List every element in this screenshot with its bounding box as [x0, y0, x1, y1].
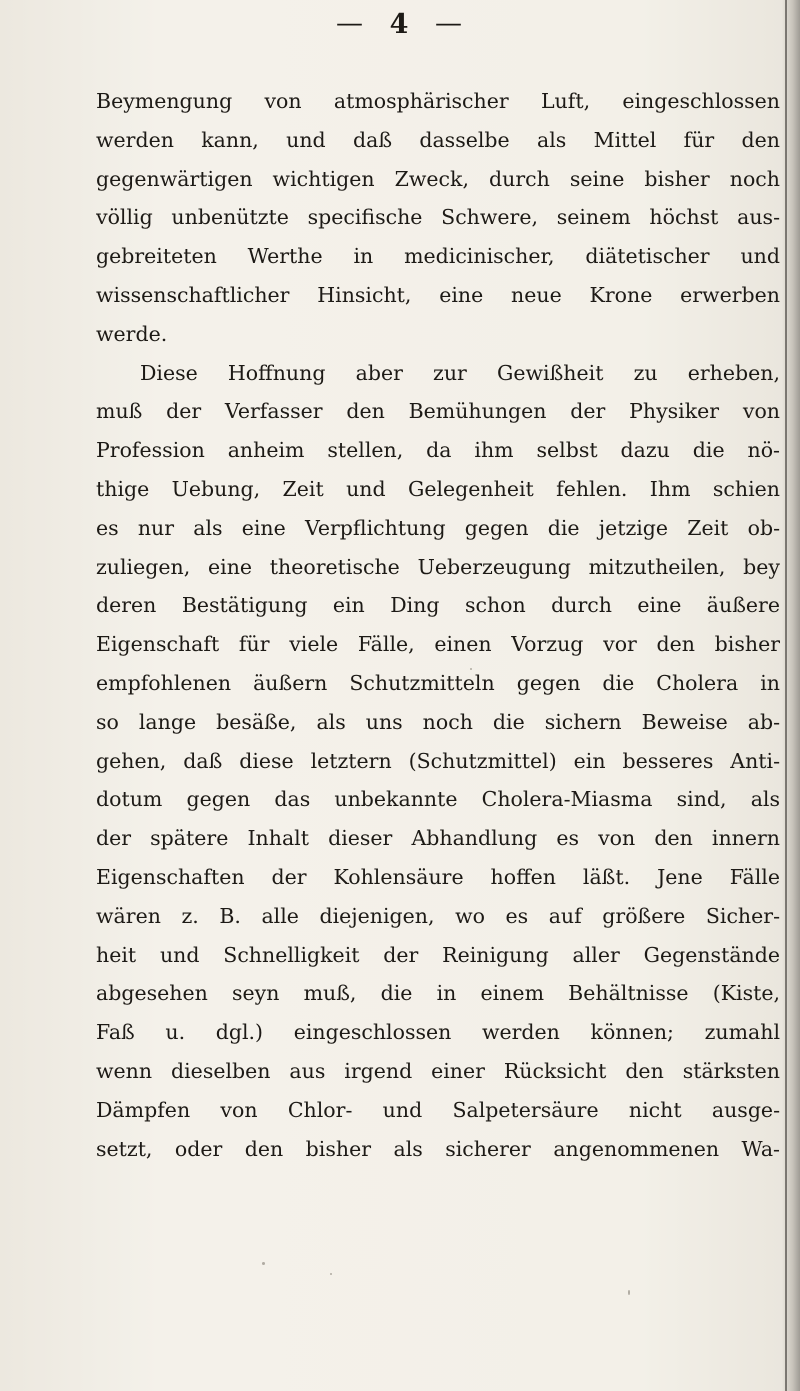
text-line: zuliegen, eine theoretische Ueberzeugung mitzutheilen, bey — [96, 554, 780, 579]
page-header — [0, 8, 800, 40]
text-line: gebreiteten Werthe in medicinischer, diätetischer und — [96, 244, 780, 269]
paper-speck — [470, 668, 472, 670]
text-line: Eigenschaft für viele Fälle, einen Vorzug vor den bisher — [96, 632, 780, 657]
text-line: der spätere Inhalt dieser Abhandlung es von den innern — [96, 826, 780, 851]
text-line: wenn dieselben aus irgend einer Rücksicht den stärksten — [96, 1058, 780, 1083]
paper-speck — [262, 1262, 265, 1265]
text-line: Profession anheim stellen, da ihm selbst dazu die nö- — [96, 438, 780, 463]
text-line: deren Bestätigung ein Ding schon durch eine äußere — [96, 593, 780, 618]
text-line: muß der Verfasser den Bemühungen der Physiker von — [96, 399, 780, 424]
text-line: abgesehen seyn muß, die in einem Behältnisse (Kiste, — [96, 981, 780, 1006]
text-line: gegenwärtigen wichtigen Zweck, durch seine bisher noch — [96, 166, 780, 191]
page-edge-line — [785, 0, 787, 1391]
text-line: wären z. B. alle diejenigen, wo es auf größere Sicher- — [96, 903, 780, 928]
text-line: so lange besäße, als uns noch die sichern Beweise ab- — [96, 709, 780, 734]
text-line: es nur als eine Verpflichtung gegen die jetzige Zeit ob- — [96, 515, 780, 540]
text-line: völlig unbenützte specifische Schwere, seinem höchst aus- — [96, 205, 780, 230]
text-line: thige Uebung, Zeit und Gelegenheit fehlen. Ihm schien — [96, 476, 780, 501]
body-text — [96, 82, 780, 1168]
text-line: heit und Schnelligkeit der Reinigung aller Gegenstände — [96, 942, 780, 967]
text-line: werde. — [96, 321, 168, 346]
page-number: 4 — [389, 9, 411, 40]
text-line: werden kann, und daß dasselbe als Mittel für den — [96, 127, 780, 152]
paper-speck — [628, 1290, 630, 1295]
text-line: Beymengung von atmosphärischer Luft, eingeschlossen — [96, 89, 780, 113]
text-line: Dämpfen von Chlor- und Salpetersäure nicht ausge- — [96, 1097, 780, 1122]
paragraph-start-line: Diese Hoffnung aber zur Gewißheit zu erheben, — [140, 360, 780, 385]
text-line: gehen, daß diese letztern (Schutzmittel) ein besseres Anti- — [96, 748, 780, 773]
text-line: Faß u. dgl.) eingeschlossen werden können; zumahl — [96, 1020, 780, 1045]
header-dash-left: — — [336, 8, 365, 39]
paper-speck — [330, 1273, 332, 1275]
text-line: empfohlenen äußern Schutzmitteln gegen die Cholera in — [96, 670, 780, 695]
text-line: dotum gegen das unbekannte Cholera-Miasma sind, als — [96, 787, 780, 812]
header-dash-right: — — [434, 8, 464, 39]
text-line: Eigenschaften der Kohlensäure hoffen läßt. Jene Fälle — [96, 864, 780, 889]
text-line: wissenschaftlicher Hinsicht, eine neue Krone erwerben — [96, 282, 780, 307]
text-line: setzt, oder den bisher als sicherer angenommenen Wa- — [96, 1136, 780, 1161]
